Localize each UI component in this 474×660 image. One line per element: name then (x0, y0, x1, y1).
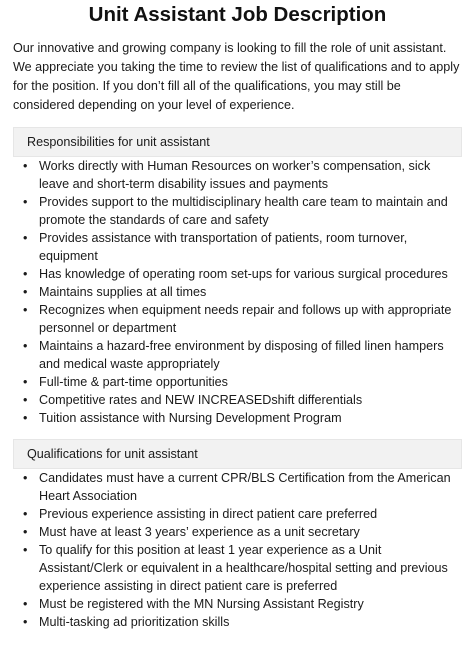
list-item-text: Multi-tasking ad prioritization skills (39, 615, 230, 629)
list-item-text: Must have at least 3 years’ experience as a unit secretary (39, 525, 360, 539)
list-item (23, 301, 462, 337)
list-item (23, 193, 462, 229)
responsibilities-heading: Responsibilities for unit assistant (27, 135, 210, 149)
intro-paragraph: Our innovative and growing company is looking to fill the role of unit assistant. We appreciate you taking the time to review the list of qualifications and to apply for the position. If you don’t fill all of the qualifications, you may still be considered depending on your level of experience. (13, 41, 460, 112)
bullet-icon: • (23, 615, 28, 629)
list-item (23, 265, 462, 283)
qualifications-list (13, 469, 462, 631)
list-item-text: Provides support to the multidisciplinary health care team to maintain and promote the standards of care and safety (39, 195, 448, 227)
responsibilities-list (13, 157, 462, 427)
list-item-text: Candidates must have a current CPR/BLS Certification from the American Heart Association (39, 471, 451, 503)
list-item-text: Full-time & part-time opportunities (39, 375, 228, 389)
page-title: Unit Assistant Job Description (88, 3, 387, 26)
list-item-text: Provides assistance with transportation of patients, room turnover, equipment (39, 231, 408, 263)
list-item (23, 373, 462, 391)
list-item-text: Competitive rates and NEW INCREASEDshift differentials (39, 393, 363, 407)
bullet-icon: • (23, 303, 28, 317)
list-item (23, 229, 462, 265)
list-item (23, 505, 462, 523)
bullet-icon: • (23, 507, 28, 521)
bullet-icon: • (23, 267, 28, 281)
list-item (23, 337, 462, 373)
list-item-text: Tuition assistance with Nursing Development Program (39, 411, 342, 425)
responsibilities-header (13, 127, 462, 157)
list-item (23, 157, 462, 193)
list-item-text: To qualify for this position at least 1 year experience as a Unit Assistant/Clerk or equivalent in a healthcare/hospital setting and previous experience assisting in direct patient care is preferred (39, 543, 448, 593)
bullet-icon: • (23, 195, 28, 209)
list-item-text: Maintains supplies at all times (39, 285, 207, 299)
list-item (23, 391, 462, 409)
list-item (23, 283, 462, 301)
list-item (23, 595, 462, 613)
qualifications-heading: Qualifications for unit assistant (27, 447, 198, 461)
bullet-icon: • (23, 525, 28, 539)
list-item-text: Must be registered with the MN Nursing Assistant Registry (39, 597, 364, 611)
bullet-icon: • (23, 471, 28, 485)
bullet-icon: • (23, 393, 28, 407)
list-item (23, 469, 462, 505)
list-item (23, 523, 462, 541)
bullet-icon: • (23, 231, 28, 245)
list-item (23, 541, 462, 595)
bullet-icon: • (23, 375, 28, 389)
list-item (23, 613, 462, 631)
bullet-icon: • (23, 159, 28, 173)
list-item-text: Recognizes when equipment needs repair and follows up with appropriate personnel or department (39, 303, 452, 335)
bullet-icon: • (23, 339, 28, 353)
list-item-text: Maintains a hazard-free environment by disposing of filled linen hampers and medical waste appropriately (39, 339, 444, 371)
bullet-icon: • (23, 543, 28, 557)
qualifications-header (13, 439, 462, 469)
list-item-text: Works directly with Human Resources on worker’s compensation, sick leave and short-term disability issues and payments (39, 159, 431, 191)
bullet-icon: • (23, 285, 28, 299)
list-item (23, 409, 462, 427)
bullet-icon: • (23, 411, 28, 425)
list-item-text: Has knowledge of operating room set-ups for various surgical procedures (39, 267, 448, 281)
bullet-icon: • (23, 597, 28, 611)
list-item-text: Previous experience assisting in direct patient care preferred (39, 507, 378, 521)
